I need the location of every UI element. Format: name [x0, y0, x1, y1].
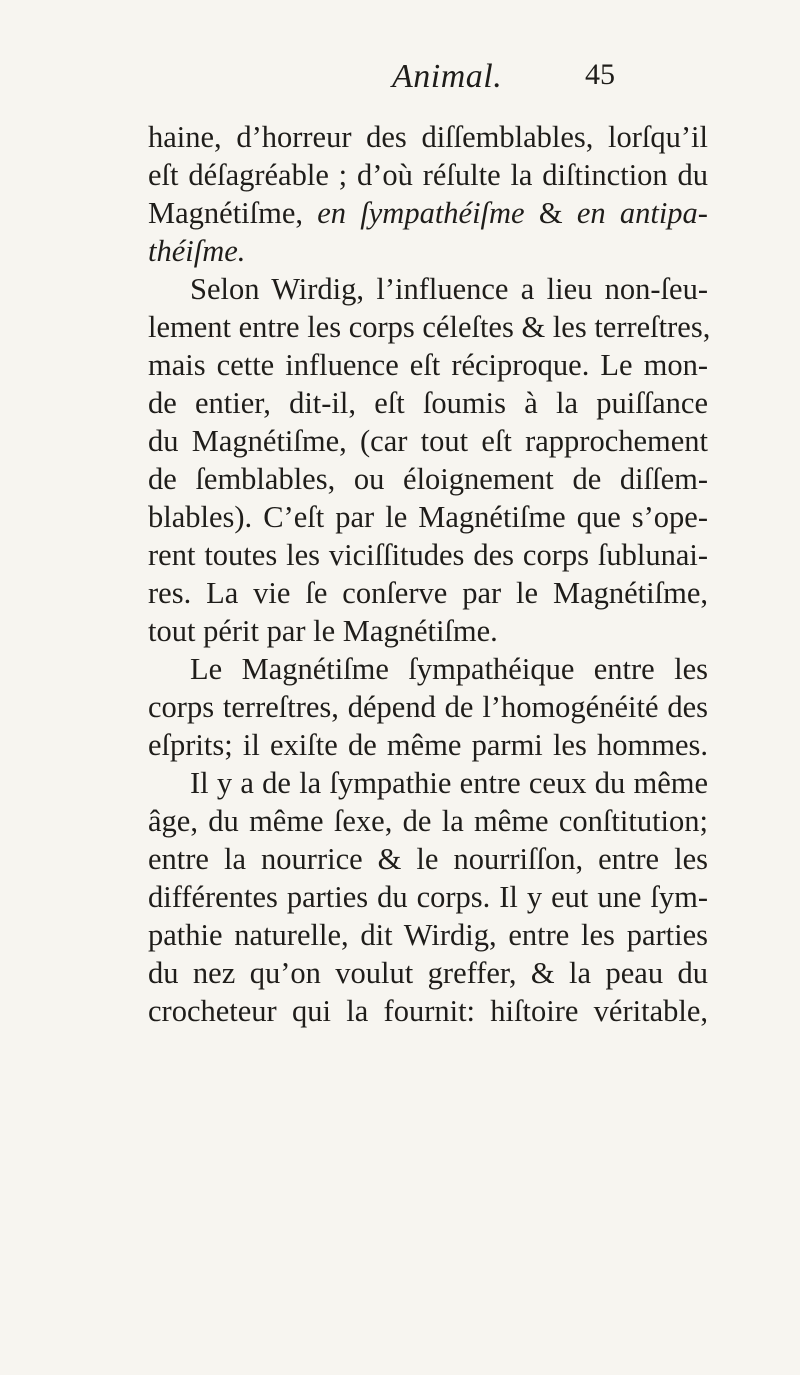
text-line: de entier, dit-il, eſt ſoumis à la puiſſance — [148, 386, 708, 420]
running-head: Animal. — [392, 58, 503, 95]
text-line: de ſemblables, ou éloignement de diſſem- — [148, 462, 708, 496]
text-line: haine, d’horreur des diſſemblables, lorſqu’il — [148, 120, 708, 154]
text-line: Il y a de la ſympathie entre ceux du même — [190, 766, 708, 800]
text-line — [148, 194, 708, 232]
text-line: eſt déſagréable ; d’où réſulte la diſtinction du — [148, 158, 708, 192]
italic-word: théiſme. — [148, 234, 246, 268]
text-line: blables). C’eſt par le Magnétiſme que s’ope- — [148, 500, 708, 534]
text-line: eſprits; il exiſte de même parmi les hommes. — [148, 728, 708, 762]
text-line: corps terreſtres, dépend de l’homogénéité des — [148, 690, 708, 724]
text-line: du nez qu’on voulut greffer, & la peau du — [148, 956, 708, 990]
text-line: mais cette influence eſt réciproque. Le mon- — [148, 348, 708, 382]
text-line: Selon Wirdig, l’influence a lieu non-ſeu- — [190, 272, 708, 306]
text-line: crocheteur qui la fournit: hiſtoire véritable, — [148, 994, 708, 1028]
text-line: pathie naturelle, dit Wirdig, entre les parties — [148, 918, 708, 952]
text-line: res. La vie ſe conſerve par le Magnétiſme, — [148, 576, 708, 610]
text-line: différentes parties du corps. Il y eut une ſym- — [148, 880, 708, 914]
page-number: 45 — [585, 58, 615, 91]
page-header — [0, 58, 800, 108]
italic-phrase: en antipa- — [576, 196, 708, 230]
italic-phrase: en ſympathéiſme — [317, 196, 525, 230]
text-line: Le Magnétiſme ſympathéique entre les — [190, 652, 708, 686]
text-span: Magnétiſme, — [148, 196, 318, 230]
text-line: rent toutes les viciſſitudes des corps ſublunai- — [148, 538, 708, 572]
text-span: & — [524, 196, 577, 230]
text-line: lement entre les corps céleſtes & les terreſtres, — [148, 310, 711, 344]
text-line: âge, du même ſexe, de la même conſtitution; — [148, 804, 708, 838]
text-line: entre la nourrice & le nourriſſon, entre les — [148, 842, 708, 876]
text-line — [148, 232, 245, 270]
text-line: du Magnétiſme, (car tout eſt rapprochement — [148, 424, 708, 458]
text-line: tout périt par le Magnétiſme. — [148, 614, 498, 648]
